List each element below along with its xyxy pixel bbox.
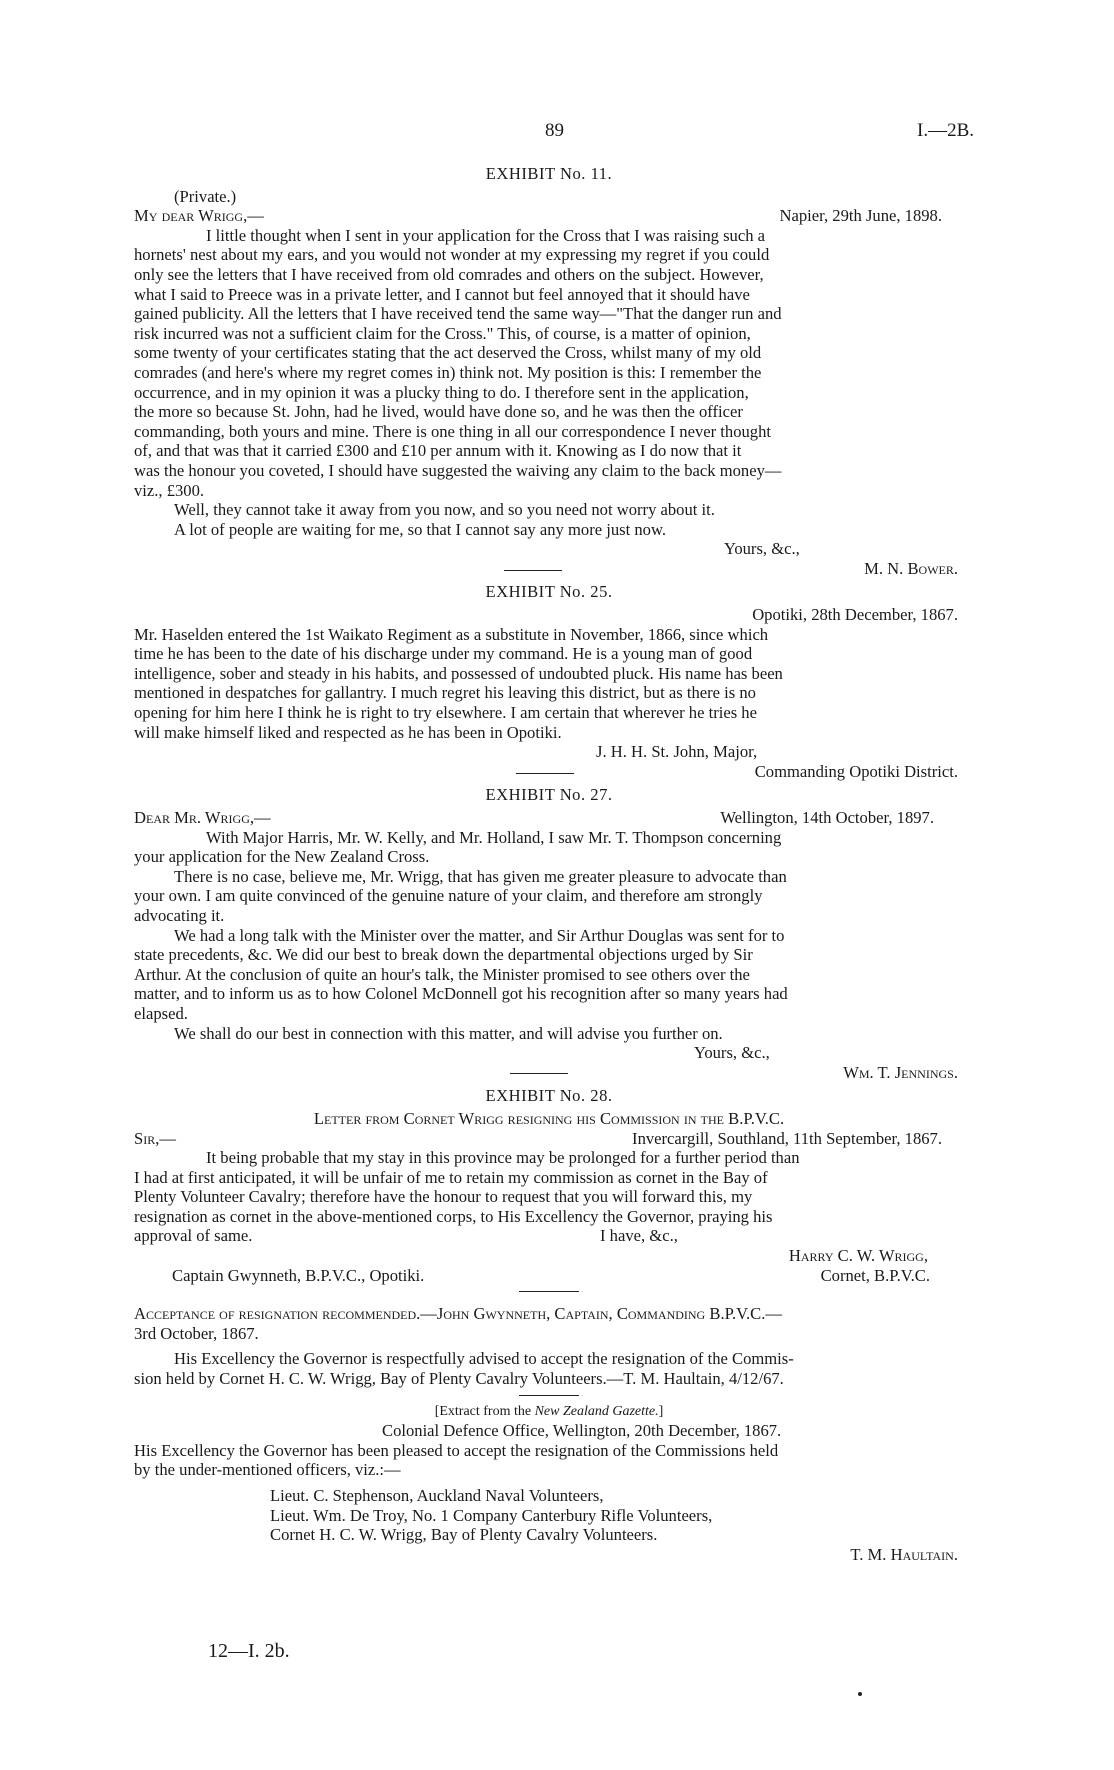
text-line: sion held by Cornet H. C. W. Wrigg, Bay of Plenty Cavalry Volunteers.—T. M. Haultain, 4/12/67.	[134, 1369, 784, 1389]
text-line: comrades (and here's where my regret comes in) think not. My position is this: I remember the	[134, 362, 762, 382]
footer-reference: 12—I. 2b.	[208, 1640, 290, 1662]
acceptance-note	[134, 1304, 964, 1343]
text-line: risk incurred was not a sufficient claim for the Cross." This, of course, is a matter of opinion,	[134, 323, 751, 343]
exhibit-11-paragraph-1	[134, 226, 964, 500]
divider	[504, 570, 562, 571]
extract-suffix: ]	[658, 1403, 664, 1419]
document-reference: I.—2B.	[917, 120, 974, 141]
signature-title: Cornet, B.P.V.C.	[820, 1265, 930, 1285]
gazette-title: New Zealand Gazette.	[534, 1403, 659, 1419]
signature: Harry C. W. Wrigg,	[788, 1246, 928, 1266]
list-item: Lieut. Wm. De Troy, No. 1 Company Canterbury Rifle Volunteers,	[270, 1505, 713, 1525]
text-line: elapsed.	[134, 1003, 188, 1023]
text-line: I had at first anticipated, it will be unfair of me to retain my commission as cornet in the Bay of	[134, 1167, 768, 1187]
exhibit-28-title: EXHIBIT No. 28.	[485, 1086, 613, 1106]
closing: Yours, &c.,	[694, 1043, 770, 1063]
place-date: Invercargill, Southland, 11th September, 1867.	[632, 1128, 942, 1148]
text-line: was the honour you coveted, I should have suggested the waiving any claim to the back money—	[134, 460, 782, 480]
private-label: (Private.)	[174, 186, 237, 206]
text-line: mentioned in despatches for gallantry. I much regret his leaving this district, but as there is no	[134, 683, 756, 703]
text-line: His Excellency the Governor is respectfully advised to accept the resignation of the Commis-	[174, 1349, 794, 1369]
page-content	[134, 160, 964, 1564]
text-line: of, and that was that it carried £300 and £10 per annum with it. Knowing as I do now that it	[134, 441, 742, 461]
place-date: Opotiki, 28th December, 1867.	[752, 605, 958, 625]
page-number: 89	[545, 120, 564, 141]
exhibit-11-paragraph-2: Well, they cannot take it away from you now, and so you need not worry about it.	[174, 500, 715, 520]
text-line: His Excellency the Governor has been pleased to accept the resignation of the Commissions held	[134, 1440, 779, 1460]
text-line: 3rd October, 1867.	[134, 1323, 259, 1343]
text-line: some twenty of your certificates stating that the act deserved the Cross, whilst many of my old	[134, 343, 762, 363]
text-line: hornets' nest about my ears, and you would not wonder at my expressing my regret if you could	[134, 245, 770, 265]
signature: T. M. Haultain.	[850, 1544, 958, 1564]
text-line: the more so because St. John, had he lived, would have done so, and he was then the officer	[134, 402, 743, 422]
exhibit-27-paragraph-4: We shall do our best in connection with this matter, and will advise you further on.	[174, 1023, 723, 1043]
text-line: only see the letters that I have received from old comrades and others on the subject. However,	[134, 264, 764, 284]
text-line: approval of same.	[134, 1226, 253, 1246]
text-line: advocating it.	[134, 905, 225, 925]
text-line: viz., £300.	[134, 480, 205, 500]
text-line: your application for the New Zealand Cross.	[134, 847, 430, 867]
text-line: With Major Harris, Mr. W. Kelly, and Mr. Holland, I saw Mr. T. Thompson concerning	[206, 827, 782, 847]
exhibit-11-paragraph-3: A lot of people are waiting for me, so that I cannot say any more just now.	[174, 519, 667, 539]
signature: J. H. H. St. John, Major,	[596, 742, 758, 762]
divider	[519, 1291, 579, 1292]
signature-title: Commanding Opotiki District.	[754, 761, 958, 781]
addressee: Captain Gwynneth, B.P.V.C., Opotiki.	[172, 1265, 425, 1285]
salutation: My dear Wrigg,—	[134, 206, 264, 226]
gazette-paragraph	[134, 1441, 964, 1480]
exhibit-11-title: EXHIBIT No. 11.	[485, 164, 613, 183]
list-item: Cornet H. C. W. Wrigg, Bay of Plenty Cavalry Volunteers.	[270, 1525, 658, 1545]
text-line: gained publicity. All the letters that I have received tend the same way—"That the danger run and	[134, 304, 782, 324]
ink-dot	[858, 1692, 862, 1696]
exhibit-25-paragraph	[134, 625, 964, 743]
text-line: There is no case, believe me, Mr. Wrigg, that has given me greater pleasure to advocate than	[174, 866, 787, 886]
exhibit-27-title: EXHIBIT No. 27.	[485, 785, 613, 805]
text-line: intelligence, sober and steady in his habits, and possessed of undoubted pluck. His name has been	[134, 663, 783, 683]
exhibit-25-title: EXHIBIT No. 25.	[485, 582, 613, 602]
text-line: what I said to Preece was in a private letter, and I cannot but feel annoyed that it should have	[134, 284, 750, 304]
text-line: commanding, both yours and mine. There is one thing in all our correspondence I never thought	[134, 421, 772, 441]
text-line: Arthur. At the conclusion of quite an hour's talk, the Minister promised to see others over the	[134, 964, 750, 984]
exhibit-27-paragraph-2	[134, 867, 964, 926]
gazette-extract-heading	[134, 1402, 964, 1422]
list-item: Lieut. C. Stephenson, Auckland Naval Volunteers,	[270, 1486, 604, 1505]
text-line: We had a long talk with the Minister over the matter, and Sir Arthur Douglas was sent for to	[174, 925, 785, 945]
closing: I have, &c.,	[600, 1226, 678, 1246]
place-date: Napier, 29th June, 1898.	[779, 206, 942, 226]
advice-note	[134, 1349, 964, 1388]
text-line: resignation as cornet in the above-mentioned corps, to His Excellency the Governor, praying his	[134, 1206, 773, 1226]
text-line: by the under-mentioned officers, viz.:—	[134, 1460, 401, 1480]
divider	[519, 1395, 579, 1396]
divider	[516, 773, 574, 774]
text-line: Plenty Volunteer Cavalry; therefore have the honour to request that you will forward this, my	[134, 1187, 753, 1207]
text-line: Acceptance of resignation recommended.—John Gwynneth, Captain, Commanding B.P.V.C.—	[134, 1304, 782, 1324]
text-line: I little thought when I sent in your application for the Cross that I was raising such a	[206, 225, 766, 245]
officer-list	[270, 1486, 964, 1545]
exhibit-27-paragraph-3	[134, 926, 964, 1024]
salutation: Dear Mr. Wrigg,—	[134, 808, 271, 827]
place-date: Colonial Defence Office, Wellington, 20th December, 1867.	[382, 1421, 782, 1441]
exhibit-27-paragraph-1	[134, 828, 964, 867]
text-line: your own. I am quite convinced of the genuine nature of your claim, and therefore am strongly	[134, 886, 763, 906]
page-header	[0, 120, 1114, 150]
exhibit-28-subtitle: Letter from Cornet Wrigg resigning his Commission in the B.P.V.C.	[313, 1108, 785, 1128]
text-line: will make himself liked and respected as he has been in Opotiki.	[134, 722, 562, 742]
salutation: Sir,—	[134, 1128, 176, 1148]
closing: Yours, &c.,	[724, 539, 800, 559]
text-line: state precedents, &c. We did our best to break down the departmental objections urged by Sir	[134, 945, 753, 965]
text-line: Mr. Haselden entered the 1st Waikato Regiment as a substitute in November, 1866, since which	[134, 624, 769, 644]
signature: M. N. Bower.	[864, 558, 958, 578]
divider	[510, 1073, 568, 1074]
text-line: opening for him here I think he is right to try elsewhere. I am certain that wherever he tries he	[134, 703, 757, 723]
text-line: It being probable that my stay in this province may be prolonged for a further period than	[206, 1148, 800, 1168]
extract-prefix: [Extract from the	[434, 1403, 535, 1419]
text-line: matter, and to inform us as to how Colonel McDonnell got his recognition after so many years had	[134, 984, 788, 1004]
text-line: occurrence, and in my opinion it was a plucky thing to do. I therefore sent in the application,	[134, 382, 749, 402]
text-line: time he has been to the date of his discharge under my command. He is a young man of good	[134, 644, 753, 664]
signature: Wm. T. Jennings.	[843, 1062, 958, 1082]
place-date: Wellington, 14th October, 1897.	[720, 808, 934, 827]
